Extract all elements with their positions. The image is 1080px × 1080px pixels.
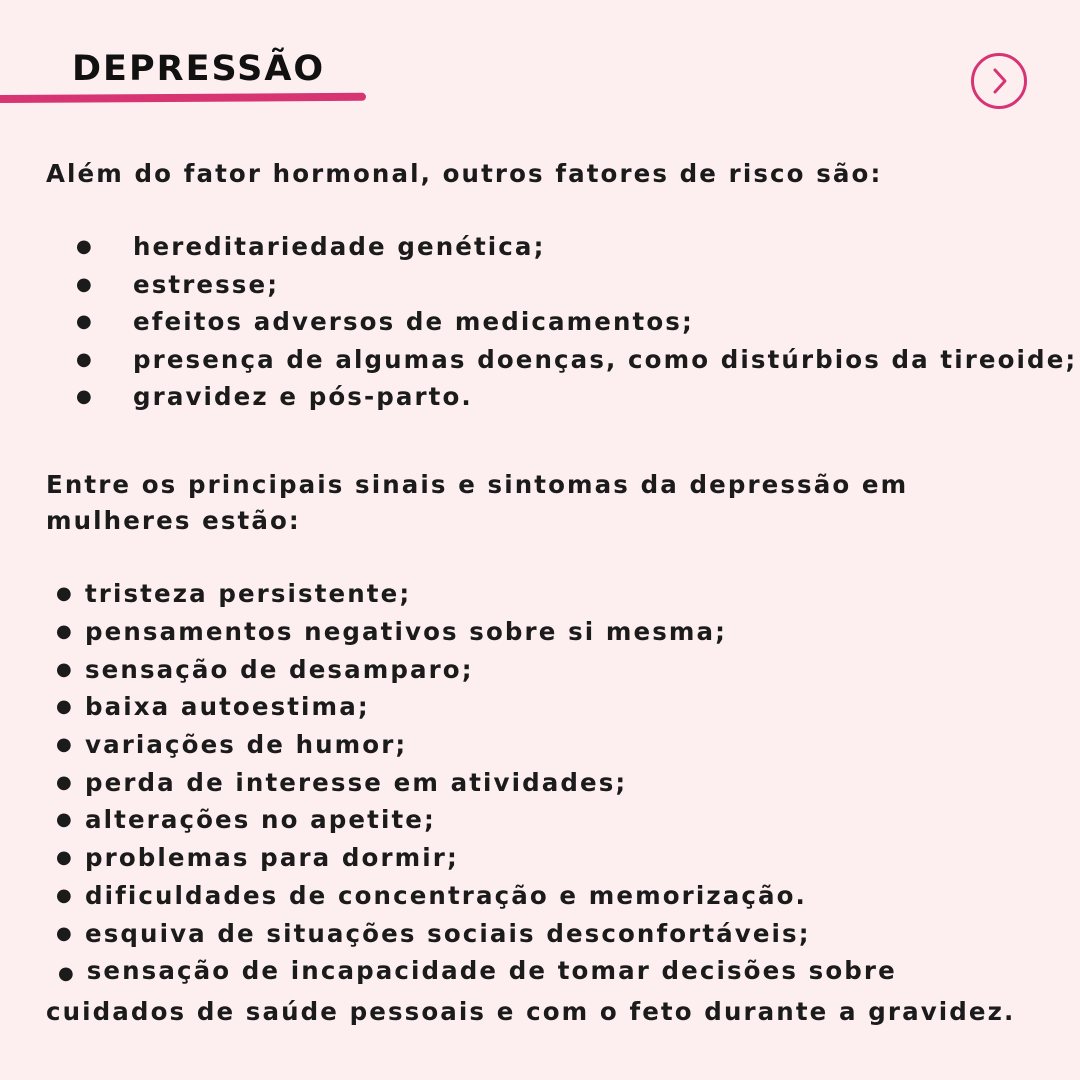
symptoms-intro [46, 467, 1036, 539]
bullet: ● [76, 386, 92, 408]
bullet: ● [76, 236, 92, 258]
risk-factors-intro: Além do fator hormonal, outros fatores de risco são: [46, 159, 883, 188]
list-item [76, 228, 1077, 266]
symptom-text: problemas para dormir; [85, 843, 459, 873]
symptoms-list [56, 575, 811, 952]
bullet: ● [76, 348, 92, 370]
next-button[interactable] [971, 53, 1027, 109]
risk-factor-text: hereditariedade genética; [133, 232, 546, 262]
symptom-last-item [46, 952, 1034, 1030]
list-item [56, 613, 811, 651]
symptom-text: esquiva de situações sociais desconfortáveis; [85, 918, 811, 948]
bullet: ● [56, 809, 72, 831]
bullet: ● [76, 311, 92, 333]
bullet: ● [56, 884, 72, 906]
bullet: ● [76, 273, 92, 295]
symptom-text: pensamentos negativos sobre si mesma; [85, 617, 728, 647]
bullet: ● [56, 922, 72, 944]
bullet: ● [58, 963, 74, 984]
symptom-text: tristeza persistente; [85, 579, 412, 609]
list-item [56, 575, 811, 613]
list-item [76, 303, 1077, 341]
risk-factor-text: efeitos adversos de medicamentos; [133, 307, 694, 337]
bullet: ● [56, 583, 72, 605]
bullet: ● [56, 847, 72, 869]
risk-factor-text: estresse; [133, 269, 280, 299]
risk-factor-text: presença de algumas doenças, como distúrbios da tireoide; [133, 344, 1078, 374]
symptoms-intro-text: Entre os principais sinais e sintomas da depressão em mulheres estão: [46, 470, 909, 535]
list-item [56, 801, 811, 839]
bullet: ● [56, 734, 72, 756]
list-item [76, 378, 1077, 416]
symptom-text: perda de interesse em atividades; [85, 767, 628, 797]
list-item [76, 266, 1077, 304]
list-item [56, 650, 811, 688]
risk-factor-text: gravidez e pós-parto. [133, 382, 473, 412]
bullet: ● [56, 696, 72, 718]
bullet: ● [56, 621, 72, 643]
list-item [76, 341, 1077, 379]
list-item [56, 914, 811, 952]
symptom-text: sensação de desamparo; [85, 654, 474, 684]
list-item [56, 763, 811, 801]
chevron-right-icon [974, 56, 1024, 106]
symptom-text: alterações no apetite; [85, 805, 436, 835]
symptom-text: variações de humor; [85, 730, 408, 760]
symptom-text: dificuldades de concentração e memorização. [85, 880, 807, 910]
list-item [56, 839, 811, 877]
symptom-text: baixa autoestima; [85, 692, 370, 722]
list-item [56, 726, 811, 764]
list-item [56, 877, 811, 915]
page-title: DEPRESSÃO [72, 49, 326, 89]
bullet: ● [56, 658, 72, 680]
title-underline [0, 93, 366, 103]
symptom-text: sensação de incapacidade de tomar decisões sobre cuidados de saúde pessoais e com o feto durante a gravidez. [46, 956, 1016, 1026]
list-item [56, 688, 811, 726]
bullet: ● [56, 771, 72, 793]
risk-factors-list [76, 228, 1077, 416]
